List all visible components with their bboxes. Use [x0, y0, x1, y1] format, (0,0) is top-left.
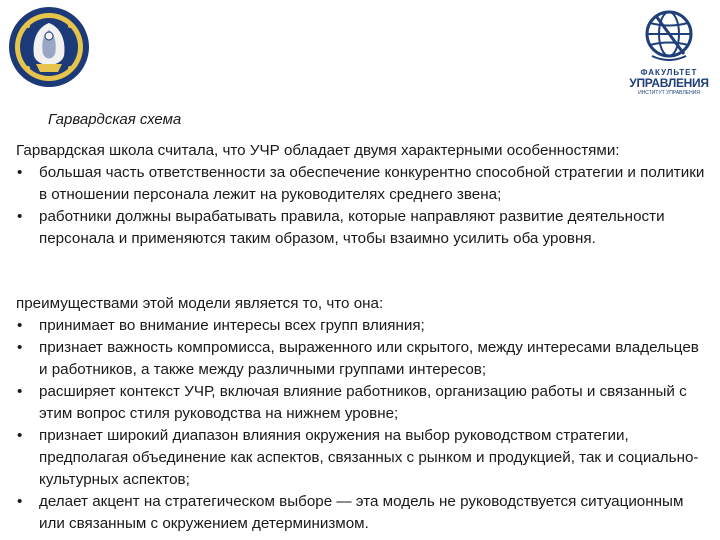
bullet-icon: •	[17, 383, 23, 400]
list-item	[16, 206, 706, 250]
university-crest-icon	[8, 6, 90, 88]
bullet-icon: •	[17, 317, 23, 334]
list-item	[16, 162, 706, 206]
slide-title: Гарвардская схема	[48, 111, 182, 128]
globe-icon	[626, 4, 712, 66]
features-list	[16, 162, 706, 250]
list-item	[16, 337, 706, 381]
faculty-name: УПРАВЛЕНИЯ	[629, 76, 709, 90]
list-item-text: большая часть ответственности за обеспечение конкурентно способной стратегии и политики в отношении персонала лежит на руководителях среднего звена;	[39, 164, 705, 203]
list-item-text: признает важность компромисса, выраженного или скрытого, между интересами владельцев и работников, а также между различными группами интересов;	[39, 339, 699, 378]
list-item	[16, 491, 706, 535]
list-item-text: работники должны вырабатывать правила, которые направляют развитие деятельности персонала и применяются таким образом, чтобы взаимно усилить оба уровня.	[39, 208, 665, 247]
list-item-text: признает широкий диапазон влияния окружения на выбор руководством стратегии, предполагая объединение как аспектов, связанных с рынком и продукцией, так и социально-культурных аспектов;	[39, 427, 699, 488]
faculty-logo	[626, 4, 712, 104]
bullet-icon: •	[17, 208, 23, 225]
advantages-list	[16, 315, 706, 535]
bullet-icon: •	[17, 164, 23, 181]
bullet-icon: •	[17, 427, 23, 444]
bullet-icon: •	[17, 339, 23, 356]
list-item-text: принимает во внимание интересы всех групп влияния;	[39, 317, 425, 334]
bullet-icon: •	[17, 493, 23, 510]
list-item	[16, 425, 706, 491]
advantages-section	[16, 293, 706, 535]
harvard-features-section	[16, 140, 706, 250]
section-intro: преимуществами этой модели является то, что она:	[16, 295, 384, 312]
faculty-label: ФАКУЛЬТЕТ	[640, 68, 698, 77]
list-item-text: расширяет контекст УЧР, включая влияние работников, организацию работы и связанный с этим вопрос стиля руководства на нижнем уровне;	[39, 383, 687, 422]
section-intro: Гарвардская школа считала, что УЧР обладает двумя характерными особенностями:	[16, 142, 620, 159]
list-item-text: делает акцент на стратегическом выборе — эта модель не руководствуется ситуационным или связанным с окружением детерминизмом.	[39, 493, 684, 532]
faculty-subtitle: ИНСТИТУТ УПРАВЛЕНИЯ	[638, 90, 700, 96]
list-item	[16, 315, 706, 337]
list-item	[16, 381, 706, 425]
